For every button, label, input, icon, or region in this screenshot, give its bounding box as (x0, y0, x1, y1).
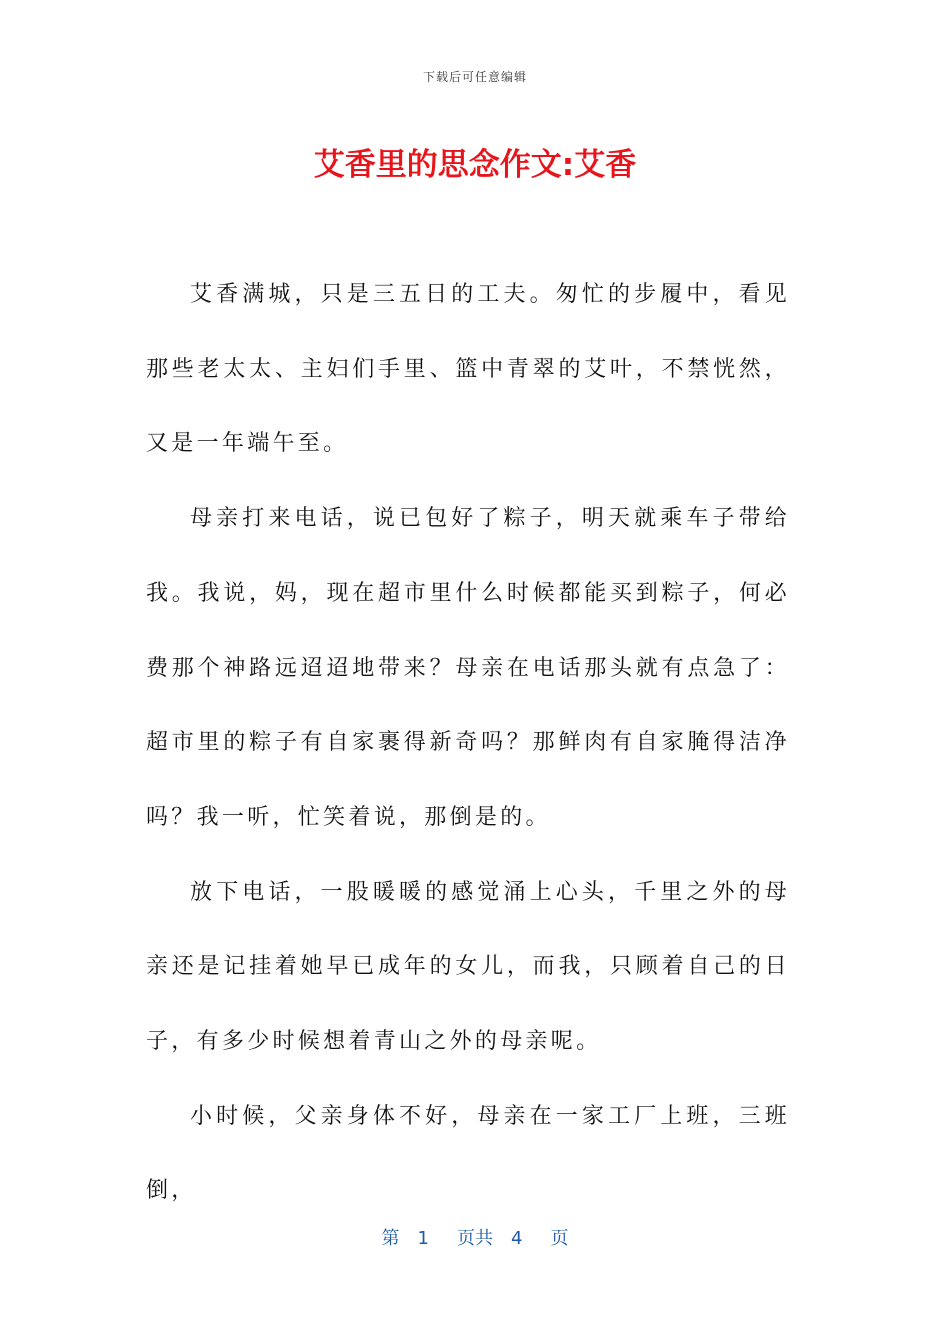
paragraph-4: 小时候，父亲身体不好，母亲在一家工厂上班，三班倒， (146, 1103, 790, 1204)
document-body (146, 258, 790, 1229)
document-title: 艾香里的思念作文:艾香 (313, 147, 637, 183)
footer-current-page: 1 (417, 1228, 429, 1249)
page-footer (0, 1226, 950, 1252)
header-note: 下载后可任意编辑 (422, 70, 527, 84)
paragraph-1: 艾香满城，只是三五日的工夫。匆忙的步履中，看见那些老太太、主妇们手里、篮中青翠的艾叶，不禁恍然，又是一年端午至。 (146, 282, 790, 457)
footer-total-pages: 4 (511, 1228, 523, 1249)
footer-label-page: 第 (381, 1228, 400, 1249)
footer-label-end: 页 (550, 1228, 569, 1249)
footer-label-of: 页共 (457, 1228, 493, 1249)
paragraph-2: 母亲打来电话，说已包好了粽子，明天就乘车子带给我。我说，妈，现在超市里什么时候都能买到粽子，何必费那个神路远迢迢地带来？母亲在电话那头就有点急了：超市里的粽子有自家裹得新奇吗？那鲜肉有自家腌得洁净吗？我一听，忙笑着说，那倒是的。 (146, 506, 790, 830)
paragraph-3: 放下电话，一股暖暖的感觉涌上心头，千里之外的母亲还是记挂着她早已成年的女儿，而我，只顾着自己的日子，有多少时候想着青山之外的母亲呢。 (146, 879, 790, 1055)
